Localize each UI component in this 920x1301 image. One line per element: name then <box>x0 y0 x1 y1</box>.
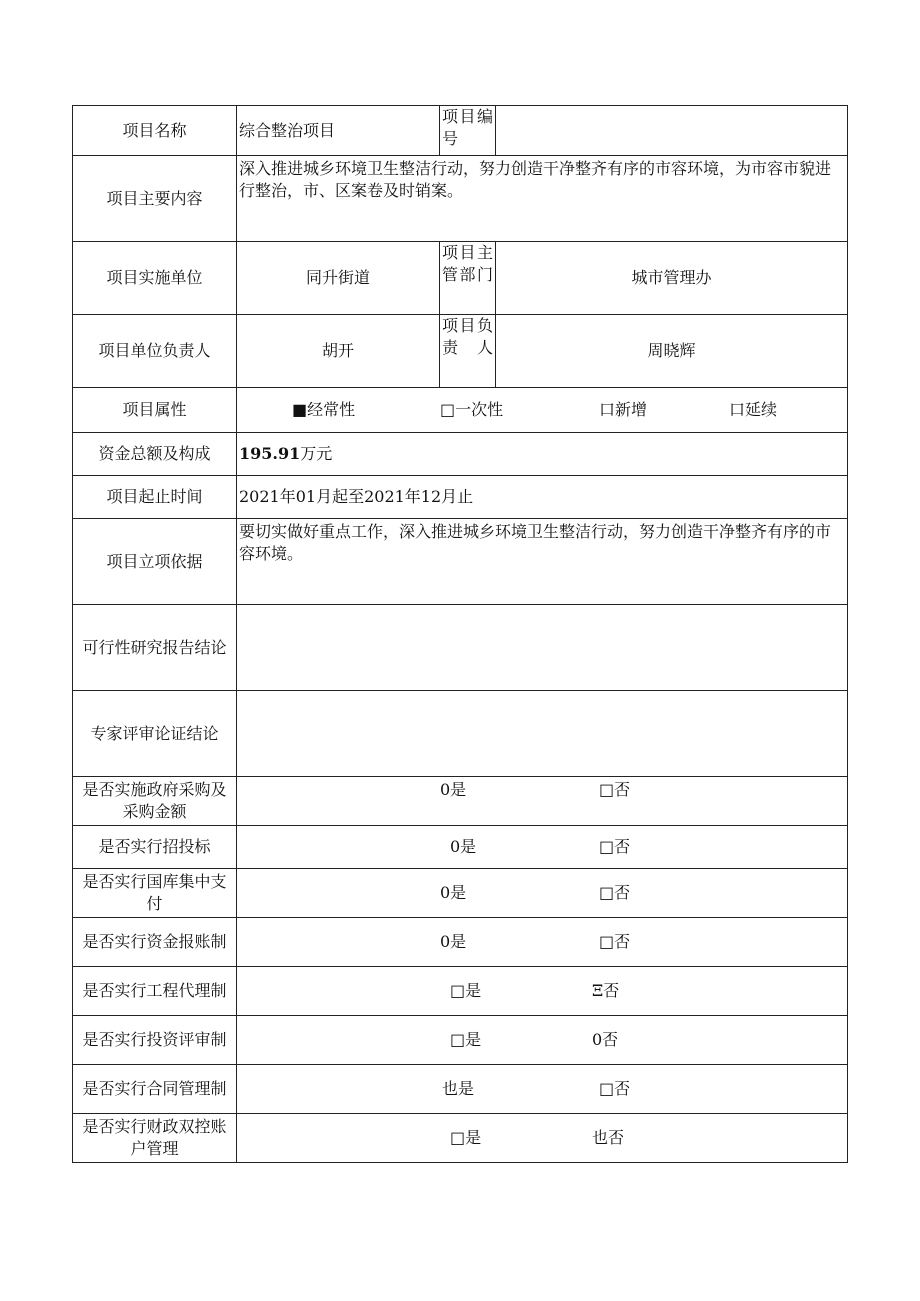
row-main-content <box>73 156 848 242</box>
label-expert: 专家评审论证结论 <box>73 691 237 777</box>
dual-account-no: 也否 <box>592 1128 625 1147</box>
row-dual-account <box>73 1114 848 1163</box>
value-period: 2021年01月起至2021年12月止 <box>237 476 848 519</box>
contract-no: □否 <box>599 1079 631 1098</box>
project-info-table <box>72 105 848 1163</box>
procurement-yes: 0是 <box>440 780 467 799</box>
agency-no: Ξ否 <box>592 981 620 1000</box>
treasury-yes: 0是 <box>440 883 467 902</box>
contract-options <box>237 1065 848 1114</box>
label-project-leader: 项目负责人 <box>440 315 496 388</box>
row-impl-unit <box>73 242 848 315</box>
row-attribute <box>73 388 848 433</box>
row-expert <box>73 691 848 777</box>
row-leader <box>73 315 848 388</box>
value-impl-unit: 同升街道 <box>237 242 440 315</box>
value-basis: 要切实做好重点工作，深入推进城乡环境卫生整洁行动，努力创造干净整齐有序的市容环境。 <box>237 519 848 605</box>
funds-amount: 195.91 <box>239 444 301 463</box>
row-funds <box>73 433 848 476</box>
value-feasibility <box>237 605 848 691</box>
agency-options <box>237 967 848 1016</box>
label-period: 项目起止时间 <box>73 476 237 519</box>
row-feasibility <box>73 605 848 691</box>
contract-yes: 也是 <box>442 1079 475 1098</box>
row-contract <box>73 1065 848 1114</box>
bidding-no: □否 <box>599 837 631 856</box>
label-procurement: 是否实施政府采购及采购金额 <box>73 777 237 826</box>
label-funds: 资金总额及构成 <box>73 433 237 476</box>
row-bidding <box>73 826 848 869</box>
value-main-content: 深入推进城乡环境卫生整洁行动，努力创造干净整齐有序的市容环境，为市容市貌进行整治，市、区案卷及时销案。 <box>237 156 848 242</box>
row-reimburse <box>73 918 848 967</box>
agency-yes: □是 <box>450 981 482 1000</box>
invest-options <box>237 1016 848 1065</box>
label-treasury: 是否实行国库集中支付 <box>73 869 237 918</box>
label-dual-account: 是否实行财政双控账户管理 <box>73 1114 237 1163</box>
option-new: 口新增 <box>599 400 648 419</box>
value-expert <box>237 691 848 777</box>
reimburse-yes: 0是 <box>440 932 467 951</box>
row-agency <box>73 967 848 1016</box>
invest-no: 0否 <box>592 1030 619 1049</box>
row-invest <box>73 1016 848 1065</box>
dual-account-yes: □是 <box>450 1128 482 1147</box>
label-bidding: 是否实行招投标 <box>73 826 237 869</box>
label-contract: 是否实行合同管理制 <box>73 1065 237 1114</box>
value-dept: 城市管理办 <box>496 242 848 315</box>
label-impl-unit: 项目实施单位 <box>73 242 237 315</box>
label-main-content: 项目主要内容 <box>73 156 237 242</box>
value-funds <box>237 433 848 476</box>
row-basis <box>73 519 848 605</box>
label-basis: 项目立项依据 <box>73 519 237 605</box>
option-regular: ■经常性 <box>292 400 356 419</box>
label-agency: 是否实行工程代理制 <box>73 967 237 1016</box>
procurement-options <box>237 777 848 826</box>
value-project-name: 综合整治项目 <box>237 106 440 156</box>
row-project-name <box>73 106 848 156</box>
bidding-options <box>237 826 848 869</box>
value-project-code <box>496 106 848 156</box>
row-treasury <box>73 869 848 918</box>
option-one-time: □一次性 <box>440 400 504 419</box>
label-invest: 是否实行投资评审制 <box>73 1016 237 1065</box>
option-continued: 口延续 <box>729 400 778 419</box>
value-unit-leader: 胡开 <box>237 315 440 388</box>
reimburse-no: □否 <box>599 932 631 951</box>
row-period <box>73 476 848 519</box>
dual-account-options <box>237 1114 848 1163</box>
funds-unit: 万元 <box>300 444 333 463</box>
label-feasibility: 可行性研究报告结论 <box>73 605 237 691</box>
row-procurement <box>73 777 848 826</box>
bidding-yes: 0是 <box>450 837 477 856</box>
reimburse-options <box>237 918 848 967</box>
treasury-options <box>237 869 848 918</box>
label-project-name: 项目名称 <box>73 106 237 156</box>
treasury-no: □否 <box>599 883 631 902</box>
attribute-options <box>237 388 848 433</box>
label-reimburse: 是否实行资金报账制 <box>73 918 237 967</box>
label-dept: 项目主管部门 <box>440 242 496 315</box>
value-project-leader: 周晓辉 <box>496 315 848 388</box>
procurement-no: □否 <box>599 780 631 799</box>
invest-yes: □是 <box>450 1030 482 1049</box>
label-unit-leader: 项目单位负责人 <box>73 315 237 388</box>
label-project-code: 项目编号 <box>440 106 496 156</box>
label-attribute: 项目属性 <box>73 388 237 433</box>
